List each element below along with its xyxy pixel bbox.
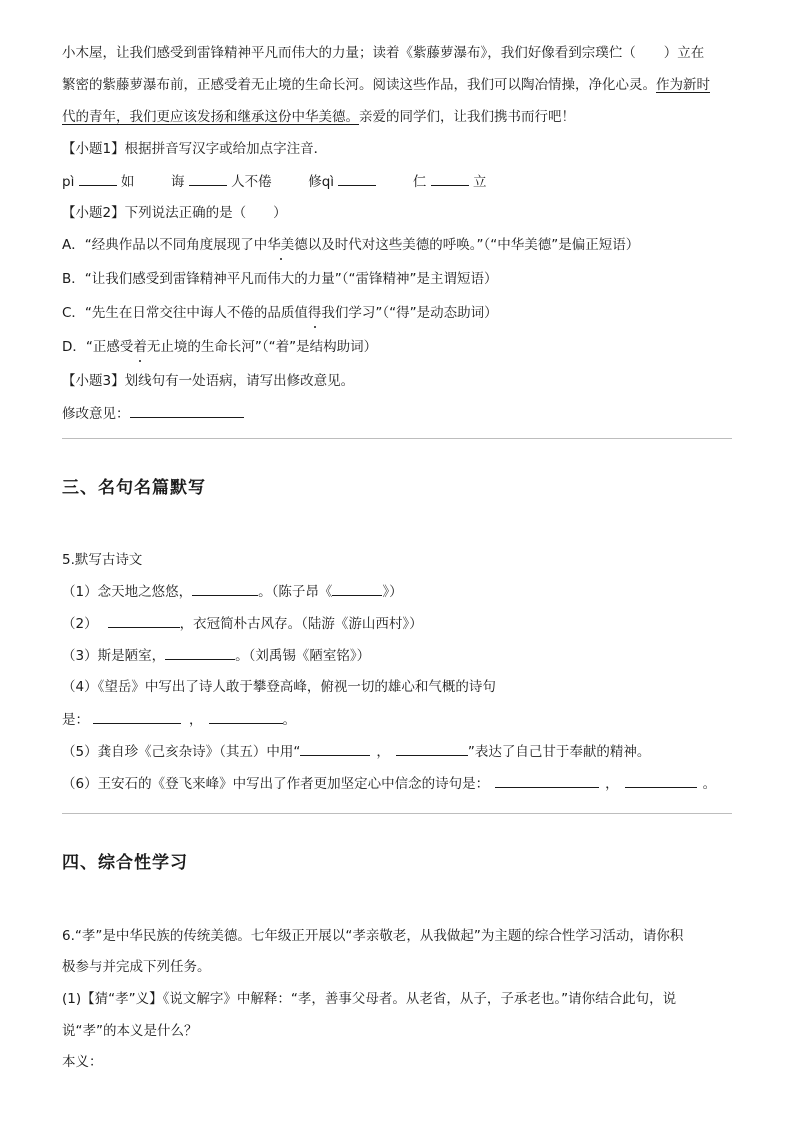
- subquestion-3-title: 【小题3】划线句有一处语病，请写出修改意见。: [62, 373, 355, 389]
- option-d[interactable]: D．“正感受着无止境的生命长河”（“着”是结构助词）: [62, 339, 378, 355]
- question-5-title: 5.默写古诗文: [62, 552, 143, 568]
- answer-blank[interactable]: [192, 581, 258, 596]
- dotted-word: 中华美德: [253, 237, 308, 253]
- recite-line-3: （3）斯是陋室， 。（刘禹锡《陋室铭》）: [62, 645, 370, 666]
- question-6-line-2: 极参与并完成下列任务。: [62, 959, 211, 975]
- subquestion-2-title: 【小题2】下列说法正确的是（ ）: [62, 205, 287, 221]
- option-c[interactable]: C．“先生在日常交往中诲人不倦的品质值得我们学习”（“得”是动态助词）: [62, 305, 498, 321]
- recite-line-5: （5）龚自珍《己亥杂诗》（其五）中用“ ， ”表达了自己甘于奉献的精神。: [62, 741, 650, 762]
- section-divider: [62, 438, 732, 439]
- subquestion-1-title: 【小题1】根据拼音写汉字或给加点字注音．: [62, 141, 328, 157]
- dotted-word: 着: [133, 339, 147, 355]
- answer-blank[interactable]: [495, 773, 599, 788]
- underlined-sentence: 代的青年，我们更应该发扬和继承这份中华美德。: [62, 109, 359, 125]
- answer-blank[interactable]: [332, 581, 382, 596]
- answer-blank[interactable]: [396, 741, 468, 756]
- answer-blank[interactable]: [93, 709, 181, 724]
- recite-line-4-answer: 是： ， 。: [62, 709, 296, 730]
- answer-blank[interactable]: [338, 171, 376, 186]
- answer-blank[interactable]: [300, 741, 370, 756]
- answer-blank[interactable]: [625, 773, 697, 788]
- underlined-sentence: 作为新时: [656, 77, 710, 93]
- option-a[interactable]: A．“经典作品以不同角度展现了中华美德以及时代对这些美德的呼唤。”（“中华美德”是偏正短语）: [62, 237, 640, 253]
- answer-blank[interactable]: [189, 171, 227, 186]
- passage-line-3: 代的青年，我们更应该发扬和继承这份中华美德。亲爱的同学们，让我们携书而行吧！: [62, 109, 575, 125]
- answer-blank[interactable]: [108, 613, 180, 628]
- original-meaning-label: 本义：: [62, 1054, 103, 1070]
- question-6-line-1: 6.“孝”是中华民族的传统美德。七年级正开展以“孝亲敬老，从我做起”为主题的综合性学习活动，请你积: [62, 928, 684, 944]
- question-6-part-1-line-1: (1)【猜“孝”义】《说文解字》中解释：“孝，善事父母者。从老省，从子，子承老也。”请你结合此句，说: [62, 991, 677, 1007]
- section-heading: 四、综合性学习: [62, 853, 188, 873]
- answer-blank[interactable]: [165, 645, 235, 660]
- answer-blank[interactable]: [79, 171, 117, 186]
- pinyin-row: pì 如 诲 人不倦 修qì 仁 立: [62, 171, 487, 192]
- answer-blank[interactable]: [130, 403, 244, 418]
- recite-line-1: （1）念天地之悠悠， 。（陈子昂《 》）: [62, 581, 403, 602]
- passage-line-2: 繁密的紫藤萝瀑布前，正感受着无止境的生命长河。阅读这些作品，我们可以陶冶情操，净化心灵。作为新时: [62, 77, 710, 93]
- section-divider: [62, 813, 732, 814]
- question-6-part-1-line-2: 说“孝”的本义是什么？: [62, 1023, 198, 1039]
- section-heading: 三、名句名篇默写: [62, 478, 206, 498]
- recite-line-2: （2） ，衣冠简朴古风存。（陆游《游山西村》）: [62, 613, 423, 634]
- answer-blank[interactable]: [431, 171, 469, 186]
- recite-line-6: （6）王安石的《登飞来峰》中写出了作者更加坚定心中信念的诗句是： ， 。: [62, 773, 716, 794]
- answer-blank[interactable]: [209, 709, 283, 724]
- dotted-word: 得: [307, 305, 322, 321]
- passage-line-1: 小木屋，让我们感受到雷锋精神平凡而伟大的力量；读着《紫藤萝瀑布》，我们好像看到宗璞伫（ ）立在: [62, 45, 705, 61]
- recite-line-4: （4）《望岳》中写出了诗人敢于攀登高峰，俯视一切的雄心和气概的诗句: [62, 679, 496, 695]
- revision-row: 修改意见：: [62, 403, 244, 424]
- option-b[interactable]: B．“让我们感受到雷锋精神平凡而伟大的力量”（“雷锋精神”是主谓短语）: [62, 271, 498, 287]
